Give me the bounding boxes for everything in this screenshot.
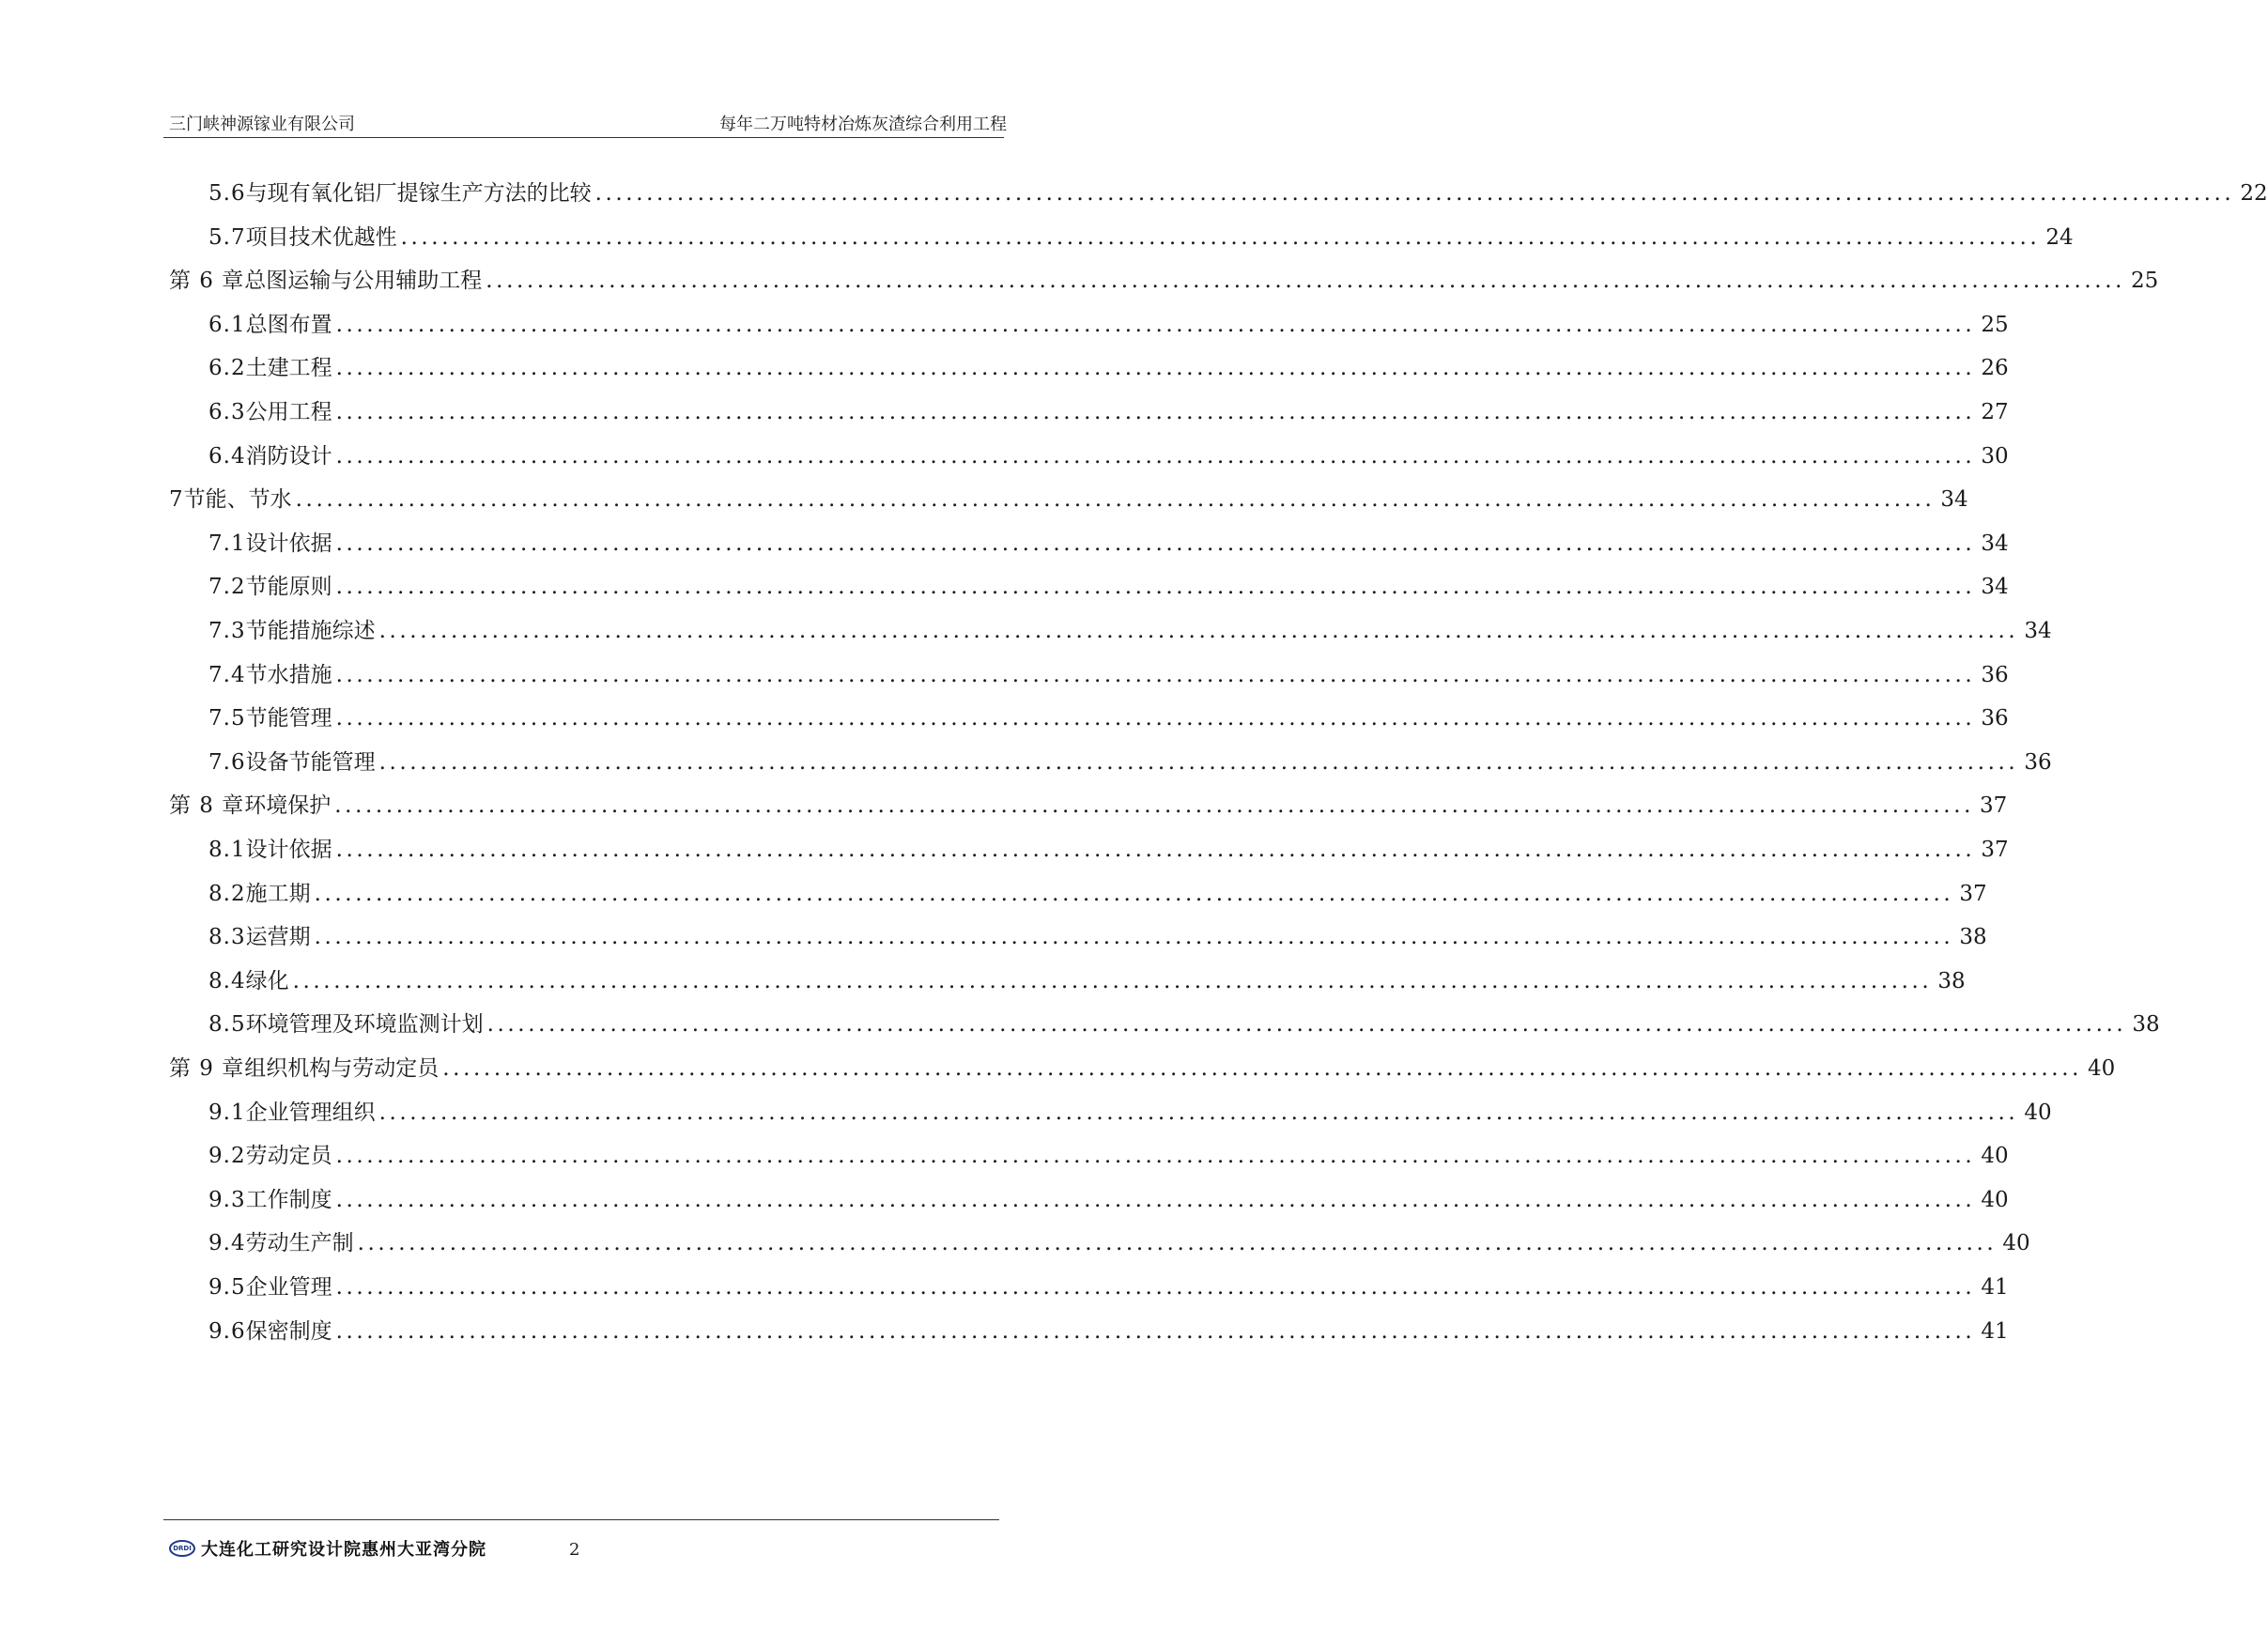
toc-entry-number: 9.1 [208, 1100, 246, 1125]
toc-entry-number: 9.6 [208, 1318, 246, 1344]
toc-dot-leader: ................................................................................................................................................................ [335, 838, 1976, 862]
toc-dot-leader: ................................................................................................................................................................ [335, 443, 1976, 469]
toc-entry-page: 34 [1981, 531, 2009, 556]
toc-entry-page: 22 [2240, 181, 2268, 206]
toc-entry-page: 24 [2045, 224, 2074, 250]
toc-entry[interactable] [208, 223, 2074, 253]
toc-entry[interactable] [208, 616, 2052, 646]
toc-entry-title: 与现有氧化铝厂提镓生产方法的比较 [245, 181, 592, 206]
footer-branding [169, 1536, 486, 1561]
toc-entry-title: 劳动生产制 [245, 1231, 354, 1256]
institute-logo-icon: DRDI [169, 1540, 195, 1557]
toc-entry-number: 8.1 [208, 838, 246, 862]
toc-entry-title: 公用工程 [245, 400, 332, 424]
toc-entry[interactable] [208, 660, 2009, 690]
toc-dot-leader: ................................................................................................................................................................ [335, 531, 1976, 556]
toc-entry-number: 9.4 [208, 1231, 246, 1256]
toc-entry-page: 41 [1981, 1275, 2009, 1300]
toc-entry-page: 36 [2024, 749, 2052, 775]
toc-entry-title: 节能原则 [245, 575, 332, 600]
toc-entry-page: 36 [1981, 706, 2009, 731]
header-company: 三门峡神源镓业有限公司 [169, 115, 355, 134]
toc-entry[interactable] [208, 397, 2009, 427]
toc-entry-number: 5.7 [208, 224, 246, 250]
toc-entry-title: 企业管理组织 [245, 1100, 376, 1125]
toc-entry-page: 38 [2132, 1012, 2160, 1038]
toc-entry-title: 总图运输与公用辅助工程 [244, 269, 483, 294]
toc-dot-leader: ................................................................................................................................................................ [334, 793, 1975, 819]
header-divider [163, 137, 1004, 138]
toc-entry-number: 8.3 [208, 925, 246, 950]
toc-entry-page: 38 [1959, 925, 1987, 950]
toc-entry-page: 25 [1981, 312, 2009, 337]
toc-entry-title: 环境管理及环境监测计划 [245, 1012, 484, 1038]
toc-dot-leader: ................................................................................................................................................................ [594, 181, 2235, 206]
toc-entry[interactable] [208, 441, 2009, 471]
toc-dot-leader: ................................................................................................................................................................ [335, 706, 1976, 731]
toc-dot-leader: ................................................................................................................................................................ [442, 1056, 2083, 1081]
toc-dot-leader: ................................................................................................................................................................ [335, 662, 1976, 687]
toc-entry-number: 第 8 章 [169, 793, 245, 819]
toc-entry-title: 设计依据 [245, 838, 332, 862]
toc-entry-title: 消防设计 [245, 443, 332, 469]
toc-entry[interactable] [208, 310, 2009, 340]
toc-dot-leader: ................................................................................................................................................................ [335, 1318, 1976, 1344]
toc-entry[interactable] [208, 178, 2268, 208]
toc-entry-page: 40 [2002, 1231, 2030, 1256]
toc-dot-leader: ................................................................................................................................................................ [486, 1012, 2127, 1038]
toc-entry[interactable] [208, 1009, 2160, 1039]
toc-entry-number: 第 9 章 [169, 1056, 245, 1081]
toc-entry[interactable] [208, 1316, 2009, 1347]
toc-entry-number: 9.3 [208, 1187, 246, 1212]
toc-entry-page: 25 [2131, 269, 2159, 294]
page-number: 2 [569, 1540, 580, 1560]
toc-entry-number: 6.1 [208, 312, 246, 337]
toc-entry-title: 总图布置 [245, 312, 332, 337]
toc-entry-number: 8.2 [208, 881, 246, 906]
toc-entry-title: 设计依据 [245, 531, 332, 556]
toc-dot-leader: ................................................................................................................................................................ [378, 1100, 2019, 1125]
toc-entry[interactable] [208, 572, 2009, 602]
toc-entry-title: 设备节能管理 [245, 749, 376, 775]
toc-entry-title: 组织机构与劳动定员 [244, 1056, 440, 1081]
toc-entry-number: 6.4 [208, 443, 246, 469]
header-project-title: 每年二万吨特材冶炼灰渣综合利用工程 [719, 115, 1007, 134]
footer-divider [163, 1519, 999, 1520]
toc-entry-title: 施工期 [245, 881, 311, 906]
toc-entry-number: 6.3 [208, 400, 246, 424]
toc-dot-leader: ................................................................................................................................................................ [335, 400, 1976, 424]
toc-entry-page: 34 [2024, 619, 2052, 643]
toc-entry-title: 绿化 [245, 968, 289, 993]
toc-entry-page: 34 [1981, 575, 2009, 600]
toc-entry-page: 37 [1959, 881, 1987, 906]
toc-entry-number: 5.6 [208, 181, 246, 206]
toc-entry-title: 环境保护 [244, 793, 332, 819]
toc-entry[interactable] [208, 353, 2009, 383]
toc-entry[interactable] [208, 1185, 2009, 1215]
toc-entry-number: 7.2 [208, 575, 246, 600]
toc-dot-leader: ................................................................................................................................................................ [335, 575, 1976, 600]
toc-entry-page: 38 [1937, 968, 1966, 993]
toc-entry-title: 保密制度 [245, 1318, 332, 1344]
toc-entry-title: 项目技术优越性 [245, 224, 397, 250]
toc-entry-page: 40 [1981, 1187, 2009, 1212]
toc-entry-number: 9.5 [208, 1275, 246, 1300]
toc-entry[interactable] [208, 703, 2009, 733]
toc-entry[interactable] [208, 1098, 2052, 1128]
toc-entry-number: 7.1 [208, 531, 246, 556]
toc-entry-page: 37 [1981, 838, 2009, 862]
toc-dot-leader: ................................................................................................................................................................ [314, 925, 1954, 950]
toc-entry-number: 7.6 [208, 749, 246, 775]
toc-entry-page: 37 [1980, 793, 2008, 819]
toc-entry-title: 节水措施 [245, 662, 332, 687]
toc-entry-page: 26 [1981, 356, 2009, 381]
toc-dot-leader: ................................................................................................................................................................ [335, 1144, 1976, 1169]
toc-dot-leader: ................................................................................................................................................................ [335, 356, 1976, 381]
toc-entry[interactable] [208, 879, 1987, 909]
toc-entry[interactable] [169, 1054, 2116, 1084]
toc-entry[interactable] [208, 835, 2009, 865]
toc-dot-leader: ................................................................................................................................................................ [400, 224, 2041, 250]
toc-entry-title: 节能措施综述 [245, 619, 376, 643]
toc-entry[interactable] [208, 922, 1987, 952]
toc-dot-leader: ................................................................................................................................................................ [292, 968, 1933, 993]
toc-entry[interactable] [169, 791, 2008, 821]
toc-entry[interactable] [208, 529, 2009, 559]
toc-dot-leader: ................................................................................................................................................................ [378, 619, 2019, 643]
toc-entry-number: 7 [169, 487, 184, 513]
toc-entry-page: 41 [1981, 1318, 2009, 1344]
footer-organization: 大连化工研究设计院惠州大亚湾分院 [201, 1540, 486, 1560]
toc-entry-number: 9.2 [208, 1144, 246, 1169]
toc-entry-number: 8.5 [208, 1012, 246, 1038]
toc-dot-leader: ................................................................................................................................................................ [295, 487, 1936, 513]
toc-entry-page: 27 [1981, 400, 2009, 424]
toc-entry-title: 工作制度 [245, 1187, 332, 1212]
toc-entry-title: 劳动定员 [245, 1144, 332, 1169]
toc-entry-title: 企业管理 [245, 1275, 332, 1300]
toc-entry[interactable] [208, 966, 1966, 996]
toc-dot-leader: ................................................................................................................................................................ [486, 269, 2126, 294]
toc-dot-leader: ................................................................................................................................................................ [357, 1231, 1998, 1256]
toc-entry-number: 第 6 章 [169, 269, 245, 294]
toc-entry-page: 30 [1981, 443, 2009, 469]
toc-entry-number: 8.4 [208, 968, 246, 993]
toc-entry-title: 节能管理 [245, 706, 332, 731]
toc-dot-leader: ................................................................................................................................................................ [335, 312, 1976, 337]
toc-dot-leader: ................................................................................................................................................................ [335, 1275, 1976, 1300]
toc-entry-page: 34 [1940, 487, 1968, 513]
toc-entry-page: 40 [2024, 1100, 2052, 1125]
toc-entry-page: 40 [1981, 1144, 2009, 1169]
toc-entry[interactable] [208, 1272, 2009, 1302]
toc-entry[interactable] [208, 747, 2052, 777]
toc-dot-leader: ................................................................................................................................................................ [335, 1187, 1976, 1212]
toc-dot-leader: ................................................................................................................................................................ [378, 749, 2019, 775]
toc-entry-number: 6.2 [208, 356, 246, 381]
toc-entry-title: 运营期 [245, 925, 311, 950]
toc-entry-number: 7.3 [208, 619, 246, 643]
toc-entry-number: 7.4 [208, 662, 246, 687]
toc-entry-number: 7.5 [208, 706, 246, 731]
toc-entry[interactable] [169, 266, 2159, 296]
toc-dot-leader: ................................................................................................................................................................ [314, 881, 1954, 906]
toc-entry-title: 节能、节水 [183, 487, 292, 513]
toc-entry[interactable] [169, 485, 1968, 515]
toc-entry-title: 土建工程 [245, 356, 332, 381]
toc-entry[interactable] [208, 1228, 2030, 1258]
toc-entry[interactable] [208, 1141, 2009, 1171]
toc-entry-page: 36 [1981, 662, 2009, 687]
toc-entry-page: 40 [2088, 1056, 2116, 1081]
